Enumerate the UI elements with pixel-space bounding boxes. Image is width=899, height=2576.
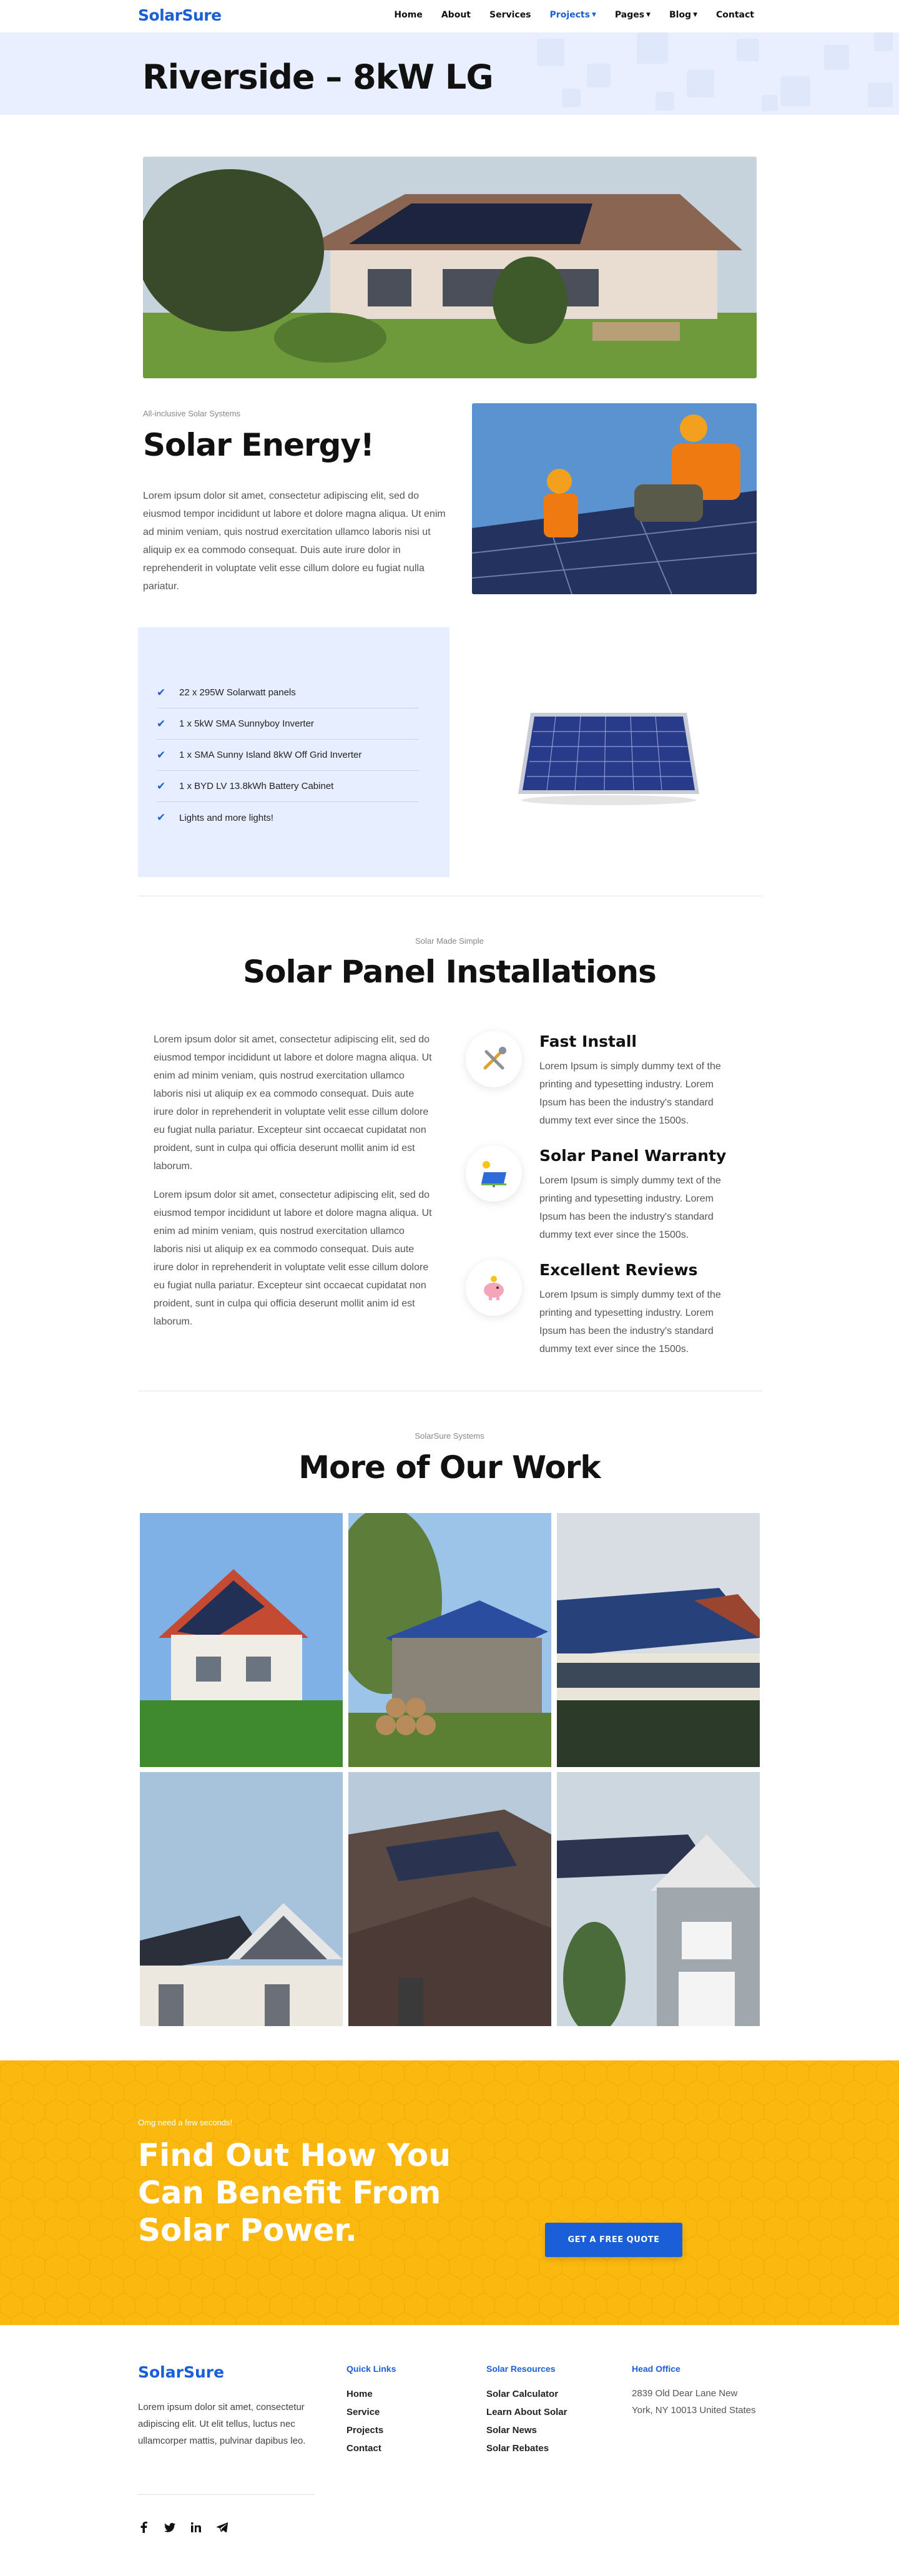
feature-reviews xyxy=(466,1260,740,1359)
nav-projects[interactable] xyxy=(550,10,596,20)
linkedin-icon[interactable] xyxy=(190,2522,202,2533)
solar-panel-photo xyxy=(512,700,705,808)
footer-link-contact[interactable]: Contact xyxy=(346,2443,381,2454)
spec-text: 1 x BYD LV 13.8kWh Battery Cabinet xyxy=(179,781,334,791)
gallery-photo xyxy=(140,1772,343,2026)
feature-title: Fast Install xyxy=(539,1032,637,1050)
telegram-icon[interactable] xyxy=(217,2522,228,2533)
nav-label: Contact xyxy=(716,10,754,20)
facebook-icon[interactable] xyxy=(138,2522,149,2533)
nav-contact[interactable] xyxy=(716,10,754,20)
twitter-icon[interactable] xyxy=(164,2522,175,2533)
chevron-down-icon: ▼ xyxy=(591,12,596,18)
nav-home[interactable] xyxy=(394,10,422,20)
gallery-photo xyxy=(348,1772,551,2026)
gallery-item[interactable] xyxy=(140,1772,343,2026)
get-quote-button[interactable]: GET A FREE QUOTE xyxy=(545,2223,682,2257)
page-title: Riverside – 8kW LG xyxy=(142,57,493,97)
nav-label: Projects xyxy=(549,10,590,20)
nav-label: Services xyxy=(489,10,531,20)
feature-text: Lorem Ipsum is simply dummy text of the printing and typesetting industry. Lorem Ipsum has been the industry's standard dummy text ever since the 1500s. xyxy=(539,1061,721,1126)
site-logo[interactable]: SolarSure xyxy=(138,6,222,24)
installations-paragraph-1: Lorem ipsum dolor sit amet, consectetur adipiscing elit, sed do eiusmod tempor incididunt ut labore et dolore magna aliqua. Ut enim ad minim veniam, quis nostrud exercitation ullamco laboris nisi ut aliquip ex ea commodo consequat. Duis aute irure dolor in reprehenderit in voluptate velit esse cillum dolore eu fugiat nulla pariatur. Excepteur sint occaecat cupidatat non proident, sunt in culpa qui officia deserunt mollit anim id est laborum. xyxy=(154,1034,432,1172)
workers-photo xyxy=(472,403,757,594)
cta-title: Find Out How You Can Benefit From Solar Power. xyxy=(138,2137,451,2248)
footer-resources xyxy=(486,2364,567,2457)
footer-link-learn[interactable]: Learn About Solar xyxy=(486,2407,567,2417)
cta-eyebrow: Omg need a few seconds! xyxy=(138,2118,233,2127)
footer-quick-links xyxy=(346,2364,396,2457)
installations-title: Solar Panel Installations xyxy=(243,954,656,990)
work-eyebrow: SolarSure Systems xyxy=(415,1431,484,1441)
check-icon: ✔ xyxy=(157,780,166,792)
spec-item xyxy=(157,708,419,740)
footer-link-home[interactable]: Home xyxy=(346,2389,373,2399)
spec-text: 22 x 295W Solarwatt panels xyxy=(179,687,296,698)
spec-item xyxy=(157,771,419,802)
solar-panel-icon xyxy=(466,1145,522,1202)
feature-title: Solar Panel Warranty xyxy=(539,1147,727,1165)
gallery-photo xyxy=(348,1513,551,1767)
gallery-item[interactable] xyxy=(557,1513,760,1767)
social-links xyxy=(138,2522,228,2533)
check-icon: ✔ xyxy=(157,717,166,730)
feature-title: Excellent Reviews xyxy=(539,1261,698,1279)
footer-heading: Solar Resources xyxy=(486,2364,556,2374)
footer-heading: Head Office xyxy=(632,2364,680,2374)
footer-link-rebates[interactable]: Solar Rebates xyxy=(486,2443,549,2454)
gallery-item[interactable] xyxy=(557,1772,760,2026)
chevron-down-icon: ▼ xyxy=(646,12,651,18)
gallery-photo xyxy=(557,1513,760,1767)
footer-link-news[interactable]: Solar News xyxy=(486,2425,537,2436)
nav-label: Home xyxy=(394,10,423,20)
solar-eyebrow: All-inclusive Solar Systems xyxy=(143,409,241,418)
nav-blog[interactable] xyxy=(669,10,697,20)
footer-office xyxy=(632,2364,757,2419)
main-nav xyxy=(394,10,754,20)
nav-about[interactable] xyxy=(441,10,471,20)
chevron-down-icon: ▼ xyxy=(693,12,697,18)
solar-panel-illustration xyxy=(512,700,705,808)
project-house-photo xyxy=(143,157,757,378)
solar-title: Solar Energy! xyxy=(143,427,374,463)
spec-text: 1 x 5kW SMA Sunnyboy Inverter xyxy=(179,718,314,729)
footer-link-calculator[interactable]: Solar Calculator xyxy=(486,2389,559,2399)
check-icon: ✔ xyxy=(157,748,166,761)
nav-pages[interactable] xyxy=(615,10,651,20)
gallery-item[interactable] xyxy=(140,1513,343,1767)
footer-link-projects[interactable]: Projects xyxy=(346,2425,384,2436)
nav-services[interactable] xyxy=(489,10,531,20)
spec-text: Lights and more lights! xyxy=(179,812,273,823)
work-title: More of Our Work xyxy=(298,1449,601,1486)
spec-item xyxy=(157,740,419,771)
footer-link-service[interactable]: Service xyxy=(346,2407,380,2417)
spec-box xyxy=(138,627,450,877)
spec-item xyxy=(157,677,419,708)
gallery-item[interactable] xyxy=(348,1772,551,2026)
workers-illustration xyxy=(472,403,757,594)
cta-section xyxy=(0,2060,899,2325)
hero-pattern xyxy=(499,32,899,115)
site-header xyxy=(0,0,899,32)
gallery-photo xyxy=(140,1513,343,1767)
spec-text: 1 x SMA Sunny Island 8kW Off Grid Inverter xyxy=(179,750,362,760)
feature-fast-install xyxy=(466,1031,740,1131)
nav-label: About xyxy=(441,10,471,20)
installations-eyebrow: Solar Made Simple xyxy=(415,936,484,946)
site-footer xyxy=(0,2325,899,2576)
installations-paragraph-2: Lorem ipsum dolor sit amet, consectetur adipiscing elit, sed do eiusmod tempor incididunt ut labore et dolore magna aliqua. Ut enim ad minim veniam, quis nostrud exercitation ullamco laboris nisi ut aliquip ex ea commodo consequat. Duis aute irure dolor in reprehenderit in voluptate velit esse cillum dolore eu fugiat nulla pariatur. Excepteur sint occaecat cupidatat non proident, sunt in culpa qui officia deserunt mollit anim id est laborum. xyxy=(154,1190,432,1327)
feature-text: Lorem Ipsum is simply dummy text of the printing and typesetting industry. Lorem Ipsum has been the industry's standard dummy text ever since the 1500s. xyxy=(539,1290,721,1354)
spec-list xyxy=(157,677,419,833)
piggy-bank-icon xyxy=(466,1260,522,1316)
footer-heading: Quick Links xyxy=(346,2364,396,2374)
footer-divider xyxy=(138,2494,315,2495)
footer-logo[interactable]: SolarSure xyxy=(138,2363,225,2381)
solar-paragraph: Lorem ipsum dolor sit amet, consectetur adipiscing elit, sed do eiusmod tempor incididunt ut labore et dolore magna aliqua. Ut enim ad minim veniam, quis nostrud exercitation ullamco laboris nisi ut aliquip ex ea commodo consequat. Duis aute irure dolor in reprehenderit in voluptate velit esse cillum dolore eu fugiat nulla pariatur. xyxy=(143,491,446,592)
feature-text: Lorem Ipsum is simply dummy text of the printing and typesetting industry. Lorem Ipsum has been the industry's standard dummy text ever since the 1500s. xyxy=(539,1175,721,1240)
nav-label: Blog xyxy=(669,10,692,20)
nav-label: Pages xyxy=(614,10,645,20)
feature-warranty xyxy=(466,1145,740,1245)
work-gallery xyxy=(140,1513,760,2026)
gallery-item[interactable] xyxy=(348,1513,551,1767)
check-icon: ✔ xyxy=(157,686,166,698)
gallery-photo xyxy=(557,1772,760,2026)
house-illustration xyxy=(143,157,757,378)
footer-address: 2839 Old Dear Lane New York, NY 10013 United States xyxy=(632,2388,756,2416)
check-icon: ✔ xyxy=(157,811,166,823)
footer-about: Lorem ipsum dolor sit amet, consectetur adipiscing elit. Ut elit tellus, luctus nec ullamcorper mattis, pulvinar dapibus leo. xyxy=(138,2402,306,2446)
tools-icon xyxy=(466,1031,522,1087)
spec-item xyxy=(157,802,419,833)
page-hero xyxy=(0,32,899,115)
